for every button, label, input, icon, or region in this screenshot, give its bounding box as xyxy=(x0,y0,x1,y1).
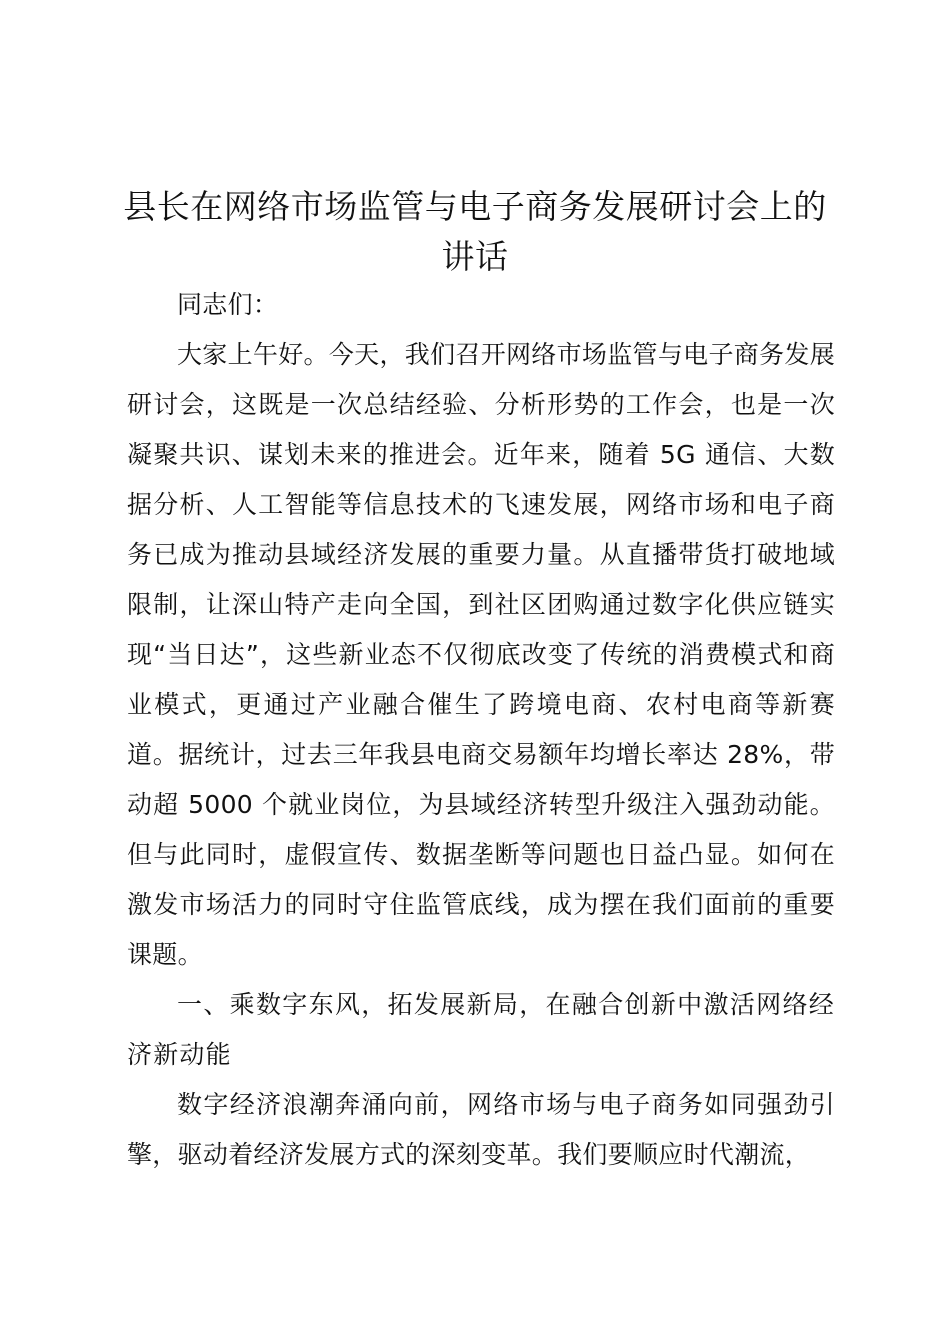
section-heading-1: 一、乘数字东风，拓发展新局，在融合创新中激活网络经济新动能 xyxy=(127,990,835,1069)
document-title: 县长在网络市场监管与电子商务发展研讨会上的讲话 xyxy=(123,187,827,276)
salutation-paragraph: 同志们： xyxy=(177,290,279,319)
opening-paragraph: 大家上午好。今天，我们召开网络市场监管与电子商务发展研讨会，这既是一次总结经验、分析形势的工作会，也是一次凝聚共识、谋划未来的推进会。近年来，随着 5G 通信、大数据分析、人工智能等信息技术的飞速发展，网络市场和电子商务已成为推动县域经济发展的重要力量。从直播带货打破地域限制，让深山特产走向全国，到社区团购通过数字化供应链实现“当日达”，这些新业态不仅彻底改变了传统的消费模式和商业模式，更通过产业融合催生了跨境电商、农村电商等新赛道。据统计，过去三年我县电商交易额年均增长率达 28%，带动超 5000 个就业岗位，为县域经济转型升级注入强劲动能。但与此同时，虚假宣传、数据垄断等问题也日益凸显。如何在激发市场活力的同时守住监管底线，成为摆在我们面前的重要课题。 xyxy=(127,340,835,969)
document-body xyxy=(127,280,835,1180)
section-1-paragraph: 数字经济浪潮奔涌向前，网络市场与电子商务如同强劲引擎，驱动着经济发展方式的深刻变革。我们要顺应时代潮流， xyxy=(127,1090,835,1169)
